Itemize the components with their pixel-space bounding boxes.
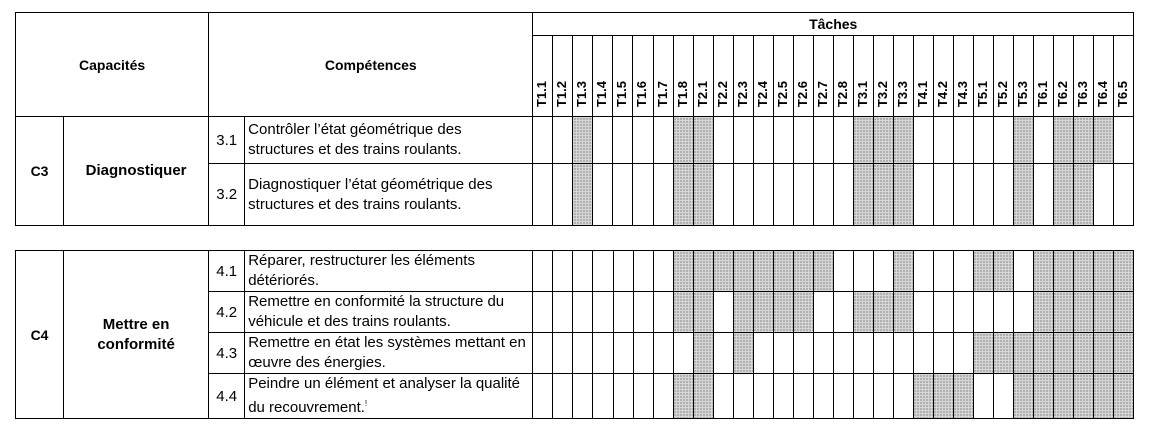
competence-text (245, 164, 533, 226)
task-empty-cell (773, 164, 793, 226)
task-empty-cell (1113, 164, 1133, 226)
task-empty-cell (733, 374, 753, 419)
competence-number: 4.2 (209, 292, 245, 333)
task-mark-cell (813, 251, 833, 292)
task-mark-cell (1033, 251, 1053, 292)
task-empty-cell (753, 333, 773, 374)
task-empty-cell (613, 164, 633, 226)
task-empty-cell (993, 292, 1013, 333)
task-header-t5-3 (1013, 36, 1033, 117)
task-header-t5-1 (973, 36, 993, 117)
task-mark-cell (1053, 164, 1073, 226)
task-empty-cell (633, 333, 653, 374)
task-mark-cell (953, 374, 973, 419)
task-mark-cell (853, 117, 873, 164)
task-empty-cell (913, 164, 933, 226)
task-empty-cell (813, 117, 833, 164)
task-mark-cell (893, 164, 913, 226)
task-mark-cell (1113, 251, 1133, 292)
task-code-label: T3.2 (874, 80, 890, 107)
task-empty-cell (593, 374, 613, 419)
task-empty-cell (613, 292, 633, 333)
task-mark-cell (693, 117, 713, 164)
task-mark-cell (1053, 117, 1073, 164)
header-competences: Compétences (209, 13, 533, 117)
task-empty-cell (1033, 117, 1053, 164)
task-empty-cell (633, 117, 653, 164)
task-empty-cell (613, 117, 633, 164)
task-mark-cell (773, 292, 793, 333)
task-mark-cell (1093, 117, 1113, 164)
task-empty-cell (953, 251, 973, 292)
task-empty-cell (653, 374, 673, 419)
task-empty-cell (533, 251, 553, 292)
task-empty-cell (813, 333, 833, 374)
task-empty-cell (573, 251, 593, 292)
task-mark-cell (673, 251, 693, 292)
competence-row (16, 251, 1134, 292)
task-empty-cell (713, 117, 733, 164)
task-code-label: T1.3 (574, 80, 590, 107)
task-empty-cell (633, 164, 653, 226)
task-mark-cell (853, 164, 873, 226)
task-header-t4-1 (913, 36, 933, 117)
task-empty-cell (913, 292, 933, 333)
task-mark-cell (733, 251, 753, 292)
task-mark-cell (933, 374, 953, 419)
task-header-t6-2 (1053, 36, 1073, 117)
task-mark-cell (793, 292, 813, 333)
task-empty-cell (833, 292, 853, 333)
task-empty-cell (753, 164, 773, 226)
task-empty-cell (553, 251, 573, 292)
task-header-t2-1 (693, 36, 713, 117)
task-mark-cell (1073, 164, 1093, 226)
task-empty-cell (873, 333, 893, 374)
task-empty-cell (653, 333, 673, 374)
task-mark-cell (913, 374, 933, 419)
task-empty-cell (973, 292, 993, 333)
task-mark-cell (693, 333, 713, 374)
task-empty-cell (753, 117, 773, 164)
capacite-label: Mettre en conformité (64, 251, 209, 419)
task-empty-cell (933, 292, 953, 333)
competence-text (245, 333, 533, 374)
header-taches: Tâches (533, 13, 1134, 36)
task-empty-cell (633, 374, 653, 419)
task-header-t1-3 (573, 36, 593, 117)
task-mark-cell (693, 374, 713, 419)
task-mark-cell (1093, 292, 1113, 333)
task-mark-cell (853, 292, 873, 333)
task-mark-cell (733, 333, 753, 374)
task-mark-cell (993, 251, 1013, 292)
task-header-t3-1 (853, 36, 873, 117)
task-mark-cell (993, 333, 1013, 374)
task-empty-cell (853, 374, 873, 419)
task-mark-cell (793, 251, 813, 292)
task-header-t2-2 (713, 36, 733, 117)
task-code-label: T2.8 (834, 80, 850, 107)
task-code-label: T2.4 (754, 80, 770, 107)
task-header-t6-3 (1073, 36, 1093, 117)
task-mark-cell (673, 117, 693, 164)
task-empty-cell (813, 164, 833, 226)
task-code-label: T6.2 (1054, 80, 1070, 107)
task-empty-cell (833, 333, 853, 374)
task-empty-cell (653, 164, 673, 226)
task-empty-cell (773, 374, 793, 419)
task-mark-cell (673, 164, 693, 226)
competence-text-label: Remettre en conformité la structure du véhicule et des trains roulants. (248, 293, 505, 330)
competence-text (245, 374, 533, 419)
capacite-code: C3 (16, 117, 64, 226)
competence-text-label: Peindre un élément et analyser la qualité du recouvrement. (248, 375, 521, 416)
task-mark-cell (1053, 292, 1073, 333)
task-header-t4-3 (953, 36, 973, 117)
competence-number: 4.4 (209, 374, 245, 419)
task-mark-cell (1113, 374, 1133, 419)
task-empty-cell (1033, 164, 1053, 226)
task-header-t2-4 (753, 36, 773, 117)
task-empty-cell (953, 292, 973, 333)
task-mark-cell (1073, 333, 1093, 374)
task-code-label: T1.7 (654, 80, 670, 107)
task-empty-cell (953, 333, 973, 374)
task-mark-cell (693, 164, 713, 226)
task-empty-cell (813, 292, 833, 333)
task-header-t6-4 (1093, 36, 1113, 117)
task-header-t2-8 (833, 36, 853, 117)
competence-text-label: Contrôler l’état géométrique des structures et des trains roulants. (248, 121, 462, 158)
task-empty-cell (553, 164, 573, 226)
task-code-label: T1.6 (634, 80, 650, 107)
task-header-t1-6 (633, 36, 653, 117)
task-code-label: T2.2 (714, 80, 730, 107)
task-empty-cell (1013, 251, 1033, 292)
competence-text (245, 292, 533, 333)
task-mark-cell (673, 374, 693, 419)
task-empty-cell (873, 374, 893, 419)
competence-row (16, 117, 1134, 164)
task-mark-cell (873, 117, 893, 164)
task-mark-cell (1073, 292, 1093, 333)
task-code-label: T4.2 (934, 80, 950, 107)
task-empty-cell (833, 374, 853, 419)
capacite-label: Diagnostiquer (64, 117, 209, 226)
task-empty-cell (933, 164, 953, 226)
task-empty-cell (913, 333, 933, 374)
task-mark-cell (693, 251, 713, 292)
task-mark-cell (1073, 374, 1093, 419)
task-mark-cell (1073, 251, 1093, 292)
task-mark-cell (1093, 333, 1113, 374)
task-header-t6-5 (1113, 36, 1133, 117)
task-empty-cell (793, 374, 813, 419)
task-empty-cell (773, 333, 793, 374)
task-code-label: T1.5 (614, 80, 630, 107)
task-empty-cell (953, 164, 973, 226)
task-header-t2-7 (813, 36, 833, 117)
task-header-t3-3 (893, 36, 913, 117)
competences-table-c4 (15, 250, 1134, 419)
task-empty-cell (593, 292, 613, 333)
task-mark-cell (733, 292, 753, 333)
task-empty-cell (733, 164, 753, 226)
task-mark-cell (1033, 292, 1053, 333)
task-empty-cell (713, 333, 733, 374)
task-empty-cell (853, 333, 873, 374)
task-code-label: T6.4 (1094, 80, 1110, 107)
task-empty-cell (973, 117, 993, 164)
task-code-label: T3.1 (854, 80, 870, 107)
task-empty-cell (593, 333, 613, 374)
task-code-label: T6.3 (1074, 80, 1090, 107)
task-code-label: T5.3 (1014, 80, 1030, 107)
task-empty-cell (593, 251, 613, 292)
task-empty-cell (633, 251, 653, 292)
task-header-t3-2 (873, 36, 893, 117)
task-code-label: T4.1 (914, 80, 930, 107)
task-empty-cell (993, 117, 1013, 164)
task-empty-cell (733, 117, 753, 164)
competence-text-label: Réparer, restructurer les éléments détériorés. (248, 252, 475, 289)
task-empty-cell (573, 374, 593, 419)
capacite-code: C4 (16, 251, 64, 419)
task-header-t1-8 (673, 36, 693, 117)
task-empty-cell (793, 333, 813, 374)
task-code-label: T4.3 (954, 80, 970, 107)
competence-number: 4.3 (209, 333, 245, 374)
task-header-t2-6 (793, 36, 813, 117)
task-empty-cell (793, 164, 813, 226)
task-empty-cell (553, 333, 573, 374)
task-code-label: T2.7 (814, 80, 830, 107)
task-code-label: T1.8 (674, 80, 690, 107)
competence-number: 3.2 (209, 164, 245, 226)
task-empty-cell (773, 117, 793, 164)
competences-table-c3 (15, 12, 1134, 226)
task-empty-cell (953, 117, 973, 164)
task-mark-cell (1093, 374, 1113, 419)
task-code-label: T6.5 (1114, 80, 1130, 107)
task-header-t4-2 (933, 36, 953, 117)
competence-text-label: Remettre en état les systèmes mettant en œuvre des énergies. (248, 334, 526, 371)
task-empty-cell (613, 374, 633, 419)
task-empty-cell (893, 374, 913, 419)
task-header-t1-1 (533, 36, 553, 117)
task-empty-cell (833, 251, 853, 292)
task-mark-cell (893, 251, 913, 292)
task-empty-cell (973, 374, 993, 419)
task-empty-cell (793, 117, 813, 164)
task-mark-cell (893, 117, 913, 164)
competence-number: 3.1 (209, 117, 245, 164)
task-code-label: T2.3 (734, 80, 750, 107)
header-capacites: Capacités (16, 13, 209, 117)
task-empty-cell (533, 292, 553, 333)
task-empty-cell (973, 164, 993, 226)
task-empty-cell (553, 374, 573, 419)
task-empty-cell (653, 117, 673, 164)
task-mark-cell (753, 292, 773, 333)
task-mark-cell (1113, 292, 1133, 333)
footnote-mark: ! (364, 399, 368, 408)
task-mark-cell (1053, 251, 1073, 292)
task-empty-cell (933, 117, 953, 164)
task-mark-cell (773, 251, 793, 292)
task-code-label: T5.1 (974, 80, 990, 107)
task-empty-cell (1113, 117, 1133, 164)
task-empty-cell (653, 251, 673, 292)
task-mark-cell (713, 251, 733, 292)
task-code-label: T3.3 (894, 80, 910, 107)
task-code-label: T6.1 (1034, 80, 1050, 107)
task-code-label: T5.2 (994, 80, 1010, 107)
task-mark-cell (1073, 117, 1093, 164)
task-empty-cell (753, 374, 773, 419)
task-empty-cell (993, 374, 1013, 419)
task-empty-cell (833, 117, 853, 164)
task-empty-cell (673, 333, 693, 374)
task-empty-cell (573, 292, 593, 333)
task-mark-cell (573, 117, 593, 164)
task-empty-cell (533, 117, 553, 164)
task-empty-cell (593, 117, 613, 164)
task-mark-cell (893, 292, 913, 333)
task-empty-cell (833, 164, 853, 226)
task-header-t5-2 (993, 36, 1013, 117)
task-empty-cell (933, 251, 953, 292)
task-header-t1-4 (593, 36, 613, 117)
task-mark-cell (1093, 251, 1113, 292)
task-empty-cell (813, 374, 833, 419)
task-mark-cell (1033, 374, 1053, 419)
task-header-t2-5 (773, 36, 793, 117)
task-mark-cell (1053, 374, 1073, 419)
task-empty-cell (913, 117, 933, 164)
task-empty-cell (533, 374, 553, 419)
task-empty-cell (613, 333, 633, 374)
task-empty-cell (853, 251, 873, 292)
task-mark-cell (873, 164, 893, 226)
task-mark-cell (1033, 333, 1053, 374)
task-empty-cell (873, 251, 893, 292)
task-empty-cell (573, 333, 593, 374)
task-empty-cell (553, 117, 573, 164)
task-code-label: T1.1 (534, 80, 550, 107)
competence-text (245, 117, 533, 164)
task-mark-cell (1053, 333, 1073, 374)
task-header-t6-1 (1033, 36, 1053, 117)
task-empty-cell (1013, 292, 1033, 333)
competence-text-label: Diagnostiquer l’état géométrique des structures et des trains roulants. (248, 175, 493, 213)
task-code-label: T2.1 (694, 80, 710, 107)
task-empty-cell (933, 333, 953, 374)
task-mark-cell (573, 164, 593, 226)
task-empty-cell (913, 251, 933, 292)
competence-number: 4.1 (209, 251, 245, 292)
task-header-t1-7 (653, 36, 673, 117)
task-header-t2-3 (733, 36, 753, 117)
task-empty-cell (713, 374, 733, 419)
task-mark-cell (1013, 117, 1033, 164)
task-code-label: T2.5 (774, 80, 790, 107)
task-empty-cell (713, 164, 733, 226)
task-code-label: T1.2 (554, 80, 570, 107)
task-mark-cell (1013, 374, 1033, 419)
task-code-label: T2.6 (794, 80, 810, 107)
competence-text (245, 251, 533, 292)
task-mark-cell (753, 251, 773, 292)
task-mark-cell (1113, 333, 1133, 374)
task-empty-cell (613, 251, 633, 292)
task-empty-cell (533, 333, 553, 374)
task-mark-cell (873, 292, 893, 333)
task-empty-cell (893, 333, 913, 374)
task-empty-cell (593, 164, 613, 226)
task-mark-cell (1013, 164, 1033, 226)
task-empty-cell (993, 164, 1013, 226)
task-empty-cell (1093, 164, 1113, 226)
task-empty-cell (653, 292, 673, 333)
task-empty-cell (713, 292, 733, 333)
task-mark-cell (693, 292, 713, 333)
task-empty-cell (553, 292, 573, 333)
task-empty-cell (533, 164, 553, 226)
task-mark-cell (673, 292, 693, 333)
task-mark-cell (1013, 333, 1033, 374)
task-empty-cell (633, 292, 653, 333)
task-header-t1-5 (613, 36, 633, 117)
task-header-t1-2 (553, 36, 573, 117)
task-mark-cell (973, 333, 993, 374)
task-code-label: T1.4 (594, 80, 610, 107)
task-mark-cell (973, 251, 993, 292)
